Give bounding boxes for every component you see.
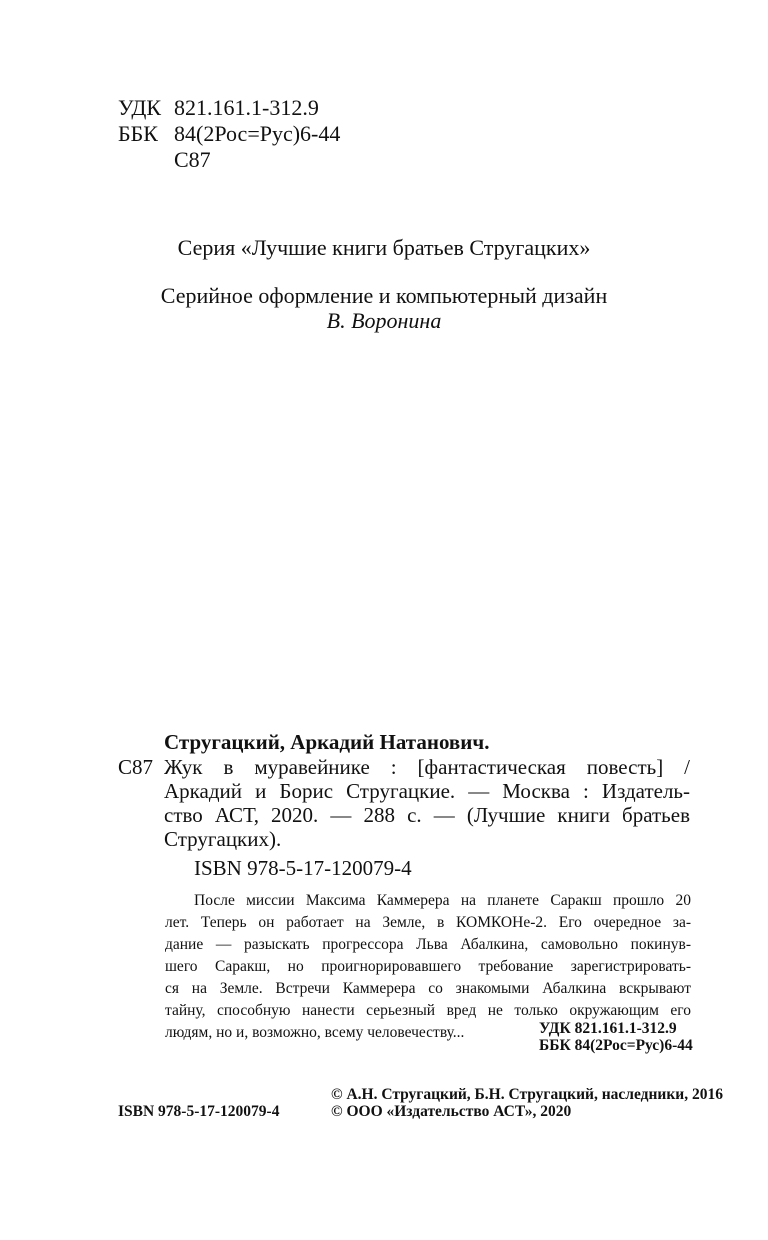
annotation-line: После миссии Максима Каммерера на планете Саракш прошло 20 — [194, 892, 691, 909]
author-heading: Стругацкий, Аркадий Натанович. — [164, 730, 490, 754]
annotation-bbk: ББК 84(2Рос=Рус)6-44 — [539, 1037, 693, 1054]
annotation-line: шего Саракш, но проигнорировавшего требование зарегистрировать- — [165, 958, 691, 975]
bib-line: Аркадий и Борис Стругацкие. — Москва : Издатель- — [164, 779, 690, 803]
author-mark: С87 — [118, 755, 154, 779]
annotation-line: дание — разыскать прогрессора Льва Абалкина, самовольно покинув- — [165, 936, 691, 953]
annotation-udk: УДК 821.161.1-312.9 — [539, 1020, 677, 1037]
bib-line: ство АСТ, 2020. — 288 с. — (Лучшие книги братьев — [164, 803, 690, 827]
copyright-publisher: © ООО «Издательство АСТ», 2020 — [331, 1103, 572, 1120]
bib-line: Стругацких). — [164, 827, 282, 851]
isbn-line: ISBN 978-5-17-120079-4 — [194, 856, 412, 880]
footer-isbn: ISBN 978-5-17-120079-4 — [118, 1103, 280, 1120]
annotation-line: лет. Теперь он работает на Земле, в КОМКОНе-2. Его очередное за- — [165, 914, 691, 931]
udk-label: УДК — [118, 95, 162, 120]
designer-name: В. Воронина — [326, 308, 442, 333]
udk-value: 821.161.1-312.9 — [174, 95, 319, 120]
design-credit: Серийное оформление и компьютерный дизайн — [160, 283, 608, 308]
bbk-label: ББК — [118, 121, 158, 146]
annotation-line: ся на Земле. Встречи Каммерера со знакомыми Абалкина вскрывают — [165, 980, 691, 997]
author-mark-top: С87 — [174, 147, 211, 172]
annotation-line: людям, но и, возможно, всему человечеству... — [165, 1024, 465, 1041]
bib-description — [164, 755, 690, 851]
bib-line: Жук в муравейнике : [фантастическая повесть] / — [164, 755, 690, 779]
copyright-authors: © А.Н. Стругацкий, Б.Н. Стругацкий, наследники, 2016 — [331, 1086, 723, 1103]
series-title: Серия «Лучшие книги братьев Стругацких» — [177, 235, 591, 260]
annotation-line: тайну, способную нанести серьезный вред не только окружающим его — [165, 1002, 691, 1019]
bbk-value: 84(2Рос=Рус)6-44 — [174, 121, 341, 146]
